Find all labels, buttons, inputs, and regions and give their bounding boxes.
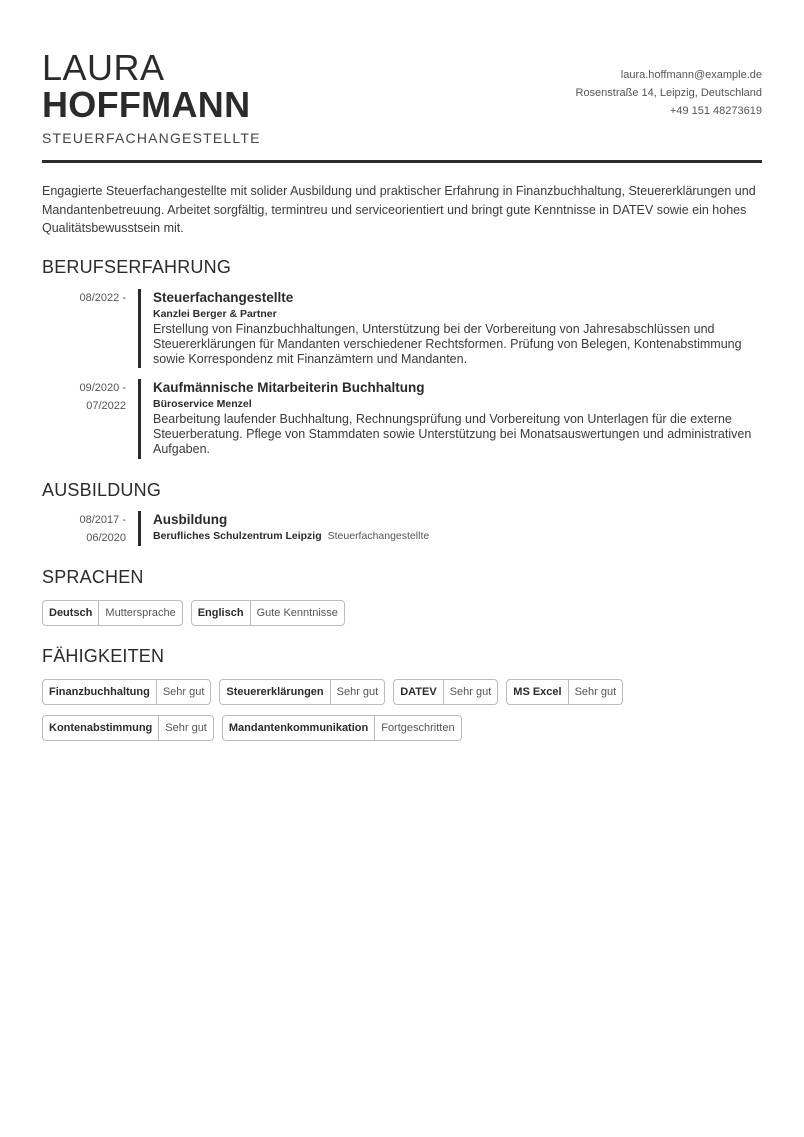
- resume-header: [42, 0, 762, 162]
- skill-name: Mandantenkommunikation: [228, 722, 369, 734]
- header-divider: [42, 160, 762, 163]
- entry-title: Ausbildung: [153, 512, 228, 527]
- skill-pill: [393, 679, 498, 705]
- language-name: Deutsch: [49, 607, 93, 619]
- school-name: Berufliches Schulzentrum Leipzig: [153, 530, 322, 542]
- entry-body: [153, 379, 763, 457]
- email[interactable]: laura.hoffmann@example.de: [620, 69, 762, 81]
- skills-heading: FÄHIGKEITEN: [42, 646, 165, 666]
- skill-pill: [219, 679, 385, 705]
- language-level: Muttersprache: [98, 601, 181, 625]
- education-entry: [42, 511, 762, 547]
- resume-page: [42, 0, 762, 734]
- contact-info: [576, 66, 763, 120]
- skill-level: Sehr gut: [330, 680, 385, 704]
- entry-description: Bearbeitung laufender Buchhaltung, Rechnungsprüfung und Vorbereitung von Unterlagen für die externe Steuerberatung. Pflege von Stammdaten sowie Unterstützung bei Monatsauswertungen und administrativen Aufgaben.: [153, 412, 752, 456]
- phone[interactable]: +49 151 48273619: [669, 105, 762, 117]
- skill-name: Steuererklärungen: [226, 686, 324, 698]
- entry-title: Kaufmännische Mitarbeiterin Buchhaltung: [153, 380, 425, 395]
- experience-heading: BERUFSERFAHRUNG: [42, 257, 232, 277]
- language-pill: [42, 600, 183, 626]
- skill-level: Fortgeschritten: [374, 716, 460, 740]
- skill-level: Sehr gut: [156, 680, 211, 704]
- entry-date: 09/2020 - 07/2022: [79, 382, 126, 412]
- timeline-bar: [138, 511, 141, 546]
- language-name: Englisch: [197, 607, 244, 619]
- address: Rosenstraße 14, Leipzig, Deutschland: [575, 87, 762, 99]
- timeline-bar: [138, 379, 141, 459]
- degree: Steuerfachangestellte: [327, 530, 430, 542]
- skill-name: Finanzbuchhaltung: [49, 686, 150, 698]
- last-name: HOFFMANN: [42, 84, 251, 125]
- languages-heading: SPRACHEN: [42, 567, 144, 587]
- entry-body: [153, 511, 763, 544]
- entry-school: [153, 529, 763, 544]
- entry-company: Kanzlei Berger & Partner: [153, 308, 277, 320]
- entry-title: Steuerfachangestellte: [153, 290, 294, 305]
- entry-date: 08/2022 -: [79, 292, 126, 304]
- skill-level: Sehr gut: [443, 680, 498, 704]
- entry-date: 08/2017 - 06/2020: [79, 514, 126, 544]
- education-heading: AUSBILDUNG: [42, 480, 162, 500]
- experience-entry: [42, 379, 762, 459]
- skill-pill: [42, 715, 214, 741]
- skill-name: Kontenabstimmung: [49, 722, 153, 734]
- skill-name: MS Excel: [513, 686, 562, 698]
- experience-entry: [42, 289, 762, 369]
- entry-body: [153, 289, 763, 367]
- skill-pill: [506, 679, 623, 705]
- timeline-bar: [138, 289, 141, 368]
- skill-pill: [222, 715, 462, 741]
- entry-company: Büroservice Menzel: [153, 398, 252, 410]
- languages-list: [42, 600, 762, 636]
- language-level: Gute Kenntnisse: [250, 601, 344, 625]
- language-pill: [191, 600, 345, 626]
- skill-name: DATEV: [400, 686, 437, 698]
- profile-summary: Engagierte Steuerfachangestellte mit solider Ausbildung und praktischer Erfahrung in Finanzbuchhaltung, Steuererklärungen und Mandantenbetreuung. Arbeitet sorgfältig, termintreu und serviceorientiert und bringt gute Kenntnisse in DATEV sowie ein hohes Qualitätsbewusstsein mit.: [42, 184, 756, 235]
- skill-pill: [42, 679, 211, 705]
- entry-description: Erstellung von Finanzbuchhaltungen, Unterstützung bei der Vorbereitung von Jahresabschlüssen und Steuererklärungen für Mandanten verschiedener Rechtsformen. Prüfung von Belegen, Kontenabstimmung sowie Korrespondenz mit Finanzämtern und Mandanten.: [153, 322, 742, 366]
- skill-level: Sehr gut: [568, 680, 623, 704]
- skills-list: [42, 679, 762, 751]
- first-name: LAURA: [42, 47, 165, 88]
- job-title: STEUERFACHANGESTELLTE: [42, 130, 261, 146]
- skill-level: Sehr gut: [158, 716, 213, 740]
